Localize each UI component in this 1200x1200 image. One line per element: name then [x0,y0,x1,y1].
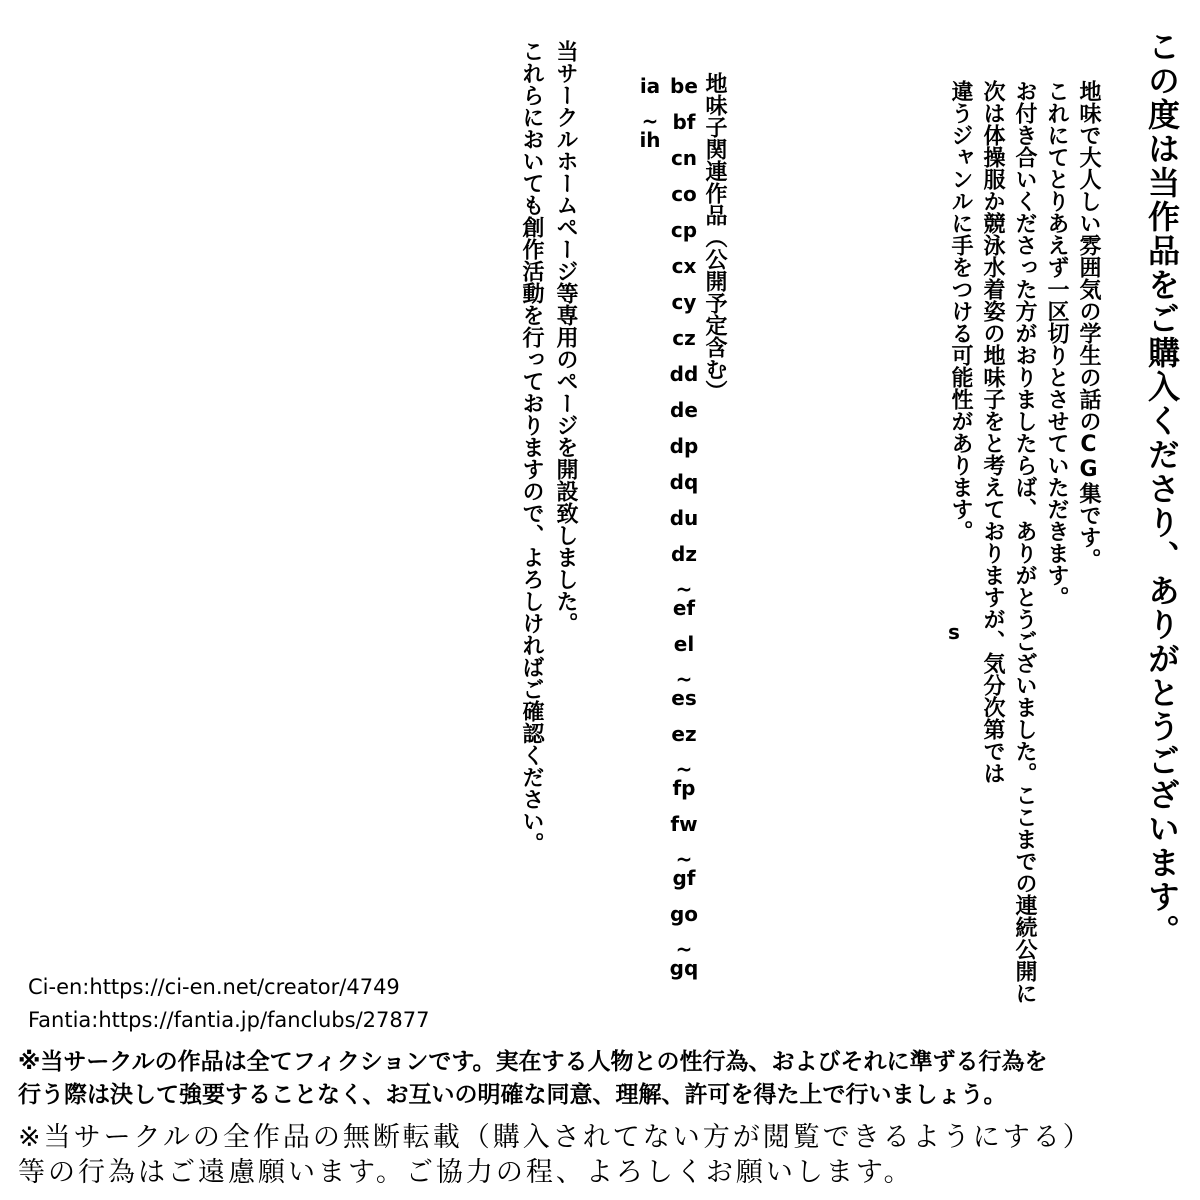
related-works-code-list [660,76,708,994]
range-separator: ~ [675,937,693,961]
range-separator: ~ [675,577,693,601]
fiction-notice-line-1: ※当サークルの作品は全てフィクションです。実在する人物との性行為、およびそれに準ずる行為を [18,1049,1048,1075]
circle-announcement-line-2: これらにおいても創作活動を行っておりますので、よろしければご確認ください。 [519,40,544,854]
description-line-1: 地味で大人しい雰囲気の学生の話のCG集です。 [1076,80,1101,570]
work-code: du [669,506,699,530]
range-separator: ~ [675,847,693,871]
description-line-2: これにてとりあえず一区切りとさせていただきます。 [1044,80,1069,608]
repost-notice-line-2: 等の行為はご遠慮願います。ご協力の程、よろしくお願いします。 [18,1157,914,1188]
fiction-notice-line-2: 行う際は決して強要することなく、お互いの明確な同意、理解、許可を得た上で行いましょう。 [18,1082,1007,1108]
work-code: dz [671,542,697,566]
work-code: dp [669,434,699,458]
work-code: co [671,182,697,206]
work-code: cn [670,146,698,170]
work-code: ih [639,128,661,152]
work-code: cy [671,290,697,314]
signature: s [948,620,960,644]
work-code: gq [669,956,699,980]
work-code: el [673,632,695,656]
related-works-heading: 地味子関連作品（公開予定含む） [702,72,727,402]
work-code: dd [669,362,699,386]
fantia-link[interactable]: Fantia:https://fantia.jp/fanclubs/27877 [28,1008,430,1032]
work-code: cx [671,254,697,278]
work-code: ia [639,74,661,98]
work-code: go [669,902,699,926]
work-code: fw [670,812,698,836]
description-line-4: 次は体操服か競泳水着姿の地味子をと考えておりますが、気分次第では [980,80,1005,784]
work-code: gf [672,866,696,890]
work-code: cp [670,218,698,242]
work-code: be [670,74,698,98]
related-works-extra-code-list [634,76,666,166]
work-code: fp [672,776,696,800]
description-line-3: お付き合いくださった方がおりましたらば、ありがとうございました。ここまでの連続公開に [1012,80,1037,1004]
work-code: cz [672,326,696,350]
work-code: ef [672,596,696,620]
range-separator: ~ [675,667,693,691]
thanks-column: この度は当作品をご購入くださり、ありがとうございます。 [1143,30,1181,948]
description-line-5: 違うジャンルに手をつける可能性があります。 [948,80,973,542]
circle-announcement-line-1: 当サークルホームページ等専用のページを開設致しました。 [553,40,578,634]
cien-link[interactable]: Ci-en:https://ci-en.net/creator/4749 [28,975,400,999]
work-code: bf [672,110,696,134]
work-code: dq [669,470,699,494]
work-code: es [671,686,697,710]
repost-notice-line-1: ※当サークルの全作品の無断転載（購入されてない方が閲覧できるようにする） [18,1122,1093,1153]
range-separator: ~ [641,109,659,133]
work-code: ez [671,722,697,746]
work-code: de [670,398,698,422]
range-separator: ~ [675,757,693,781]
